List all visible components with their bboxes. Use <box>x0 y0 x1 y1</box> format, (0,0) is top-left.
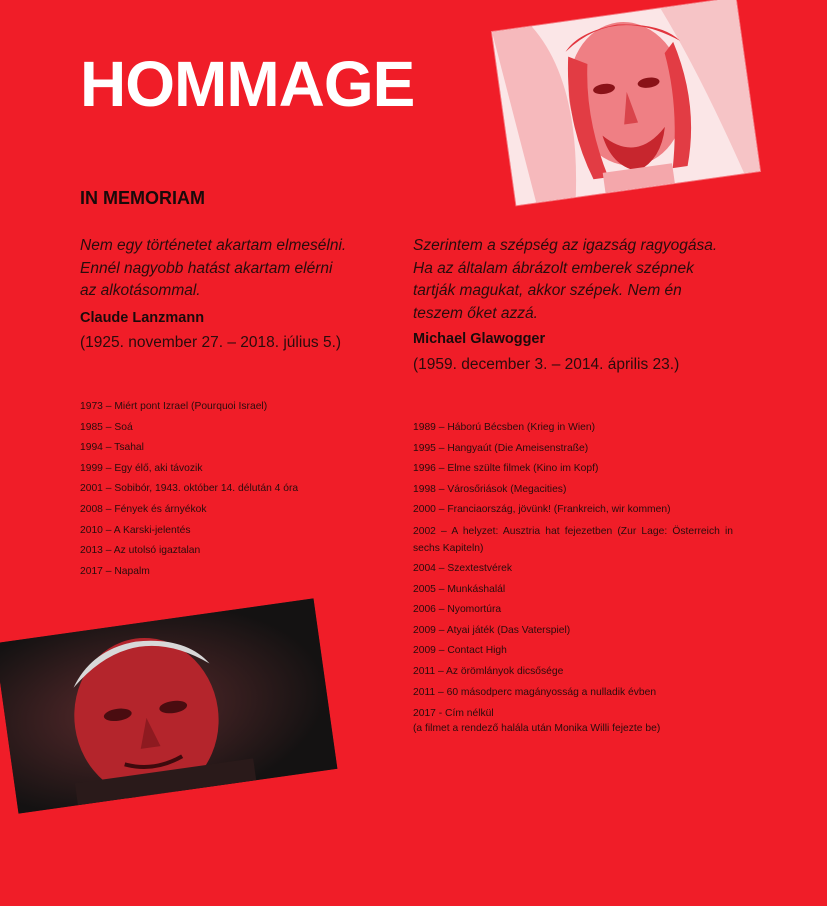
list-item: 2013 – Az utolsó igaztalan <box>80 545 201 557</box>
list-item: 2017 – Napalm <box>80 565 150 577</box>
list-item: 2008 – Fények és árnyékok <box>80 503 207 515</box>
lanzmann-photo <box>0 598 337 813</box>
list-item: 2009 – Contact High <box>413 645 507 657</box>
portrait-photo-icon <box>492 0 760 205</box>
list-item: 1989 – Háború Bécsben (Krieg in Wien) <box>413 422 596 433</box>
list-item: 2011 – Az örömlányok dicsősége <box>413 665 564 677</box>
lanzmann-quote: Nem egy történetet akartam elmesélni. Ennél nagyobb hatást akartam elérni az alkotásommal. <box>80 237 347 299</box>
list-item: 2006 – Nyomortúra <box>413 604 502 616</box>
page-title: HOMMAGE <box>80 48 415 120</box>
glawogger-photo <box>492 0 760 205</box>
list-item: 1998 – Városőriások (Megacities) <box>413 483 567 495</box>
list-item: 2004 – Szextestvérek <box>413 562 513 574</box>
list-item: 1996 – Elme szülte filmek (Kino im Kopf) <box>413 463 599 475</box>
list-item: 2000 – Franciaország, jövünk! (Frankreich, wir kommen) <box>413 504 671 516</box>
list-item: 1994 – Tsahal <box>80 442 144 454</box>
glawogger-dates: (1959. december 3. – 2014. április 23.) <box>413 356 680 373</box>
list-item: 2002 – A helyzet: Ausztria hat fejezetben (Zur Lage: Österreich in sechs Kapiteln) <box>413 525 733 554</box>
list-item: 2011 – 60 másodperc magányosság a nulladik évben <box>413 686 657 698</box>
portrait-photo-icon <box>0 598 337 813</box>
lanzmann-dates: (1925. november 27. – 2018. július 5.) <box>80 334 342 351</box>
list-item: 2010 – A Karski-jelentés <box>80 524 191 536</box>
list-item: 2001 – Sobibór, 1943. október 14. délután 4 óra <box>80 483 299 495</box>
lanzmann-name: Claude Lanzmann <box>80 310 205 326</box>
list-item: 2009 – Atyai játék (Das Vaterspiel) <box>413 624 571 636</box>
list-item: 1995 – Hangyaút (Die Ameisenstraße) <box>413 442 589 454</box>
list-item: 1973 – Miért pont Izrael (Pourquoi Israel) <box>80 401 268 412</box>
list-item: 2005 – Munkáshalál <box>413 583 506 595</box>
glawogger-quote: Szerintem a szépség az igazság ragyogása. Ha az általam ábrázolt emberek szépnek tartják magukat, akkor szépek. Nem én teszem őket azzá. <box>413 237 718 322</box>
section-subtitle: IN MEMORIAM <box>80 188 205 208</box>
glawogger-filmography <box>413 418 733 736</box>
list-item: 2017 - Cím nélkül (a filmet a rendező halála után Monika Willi fejezte be) <box>413 708 661 735</box>
lanzmann-filmography <box>80 397 330 582</box>
list-item: 1985 – Soá <box>80 421 133 433</box>
list-item: 1999 – Egy élő, aki távozik <box>80 462 203 474</box>
glawogger-name: Michael Glawogger <box>413 331 546 347</box>
